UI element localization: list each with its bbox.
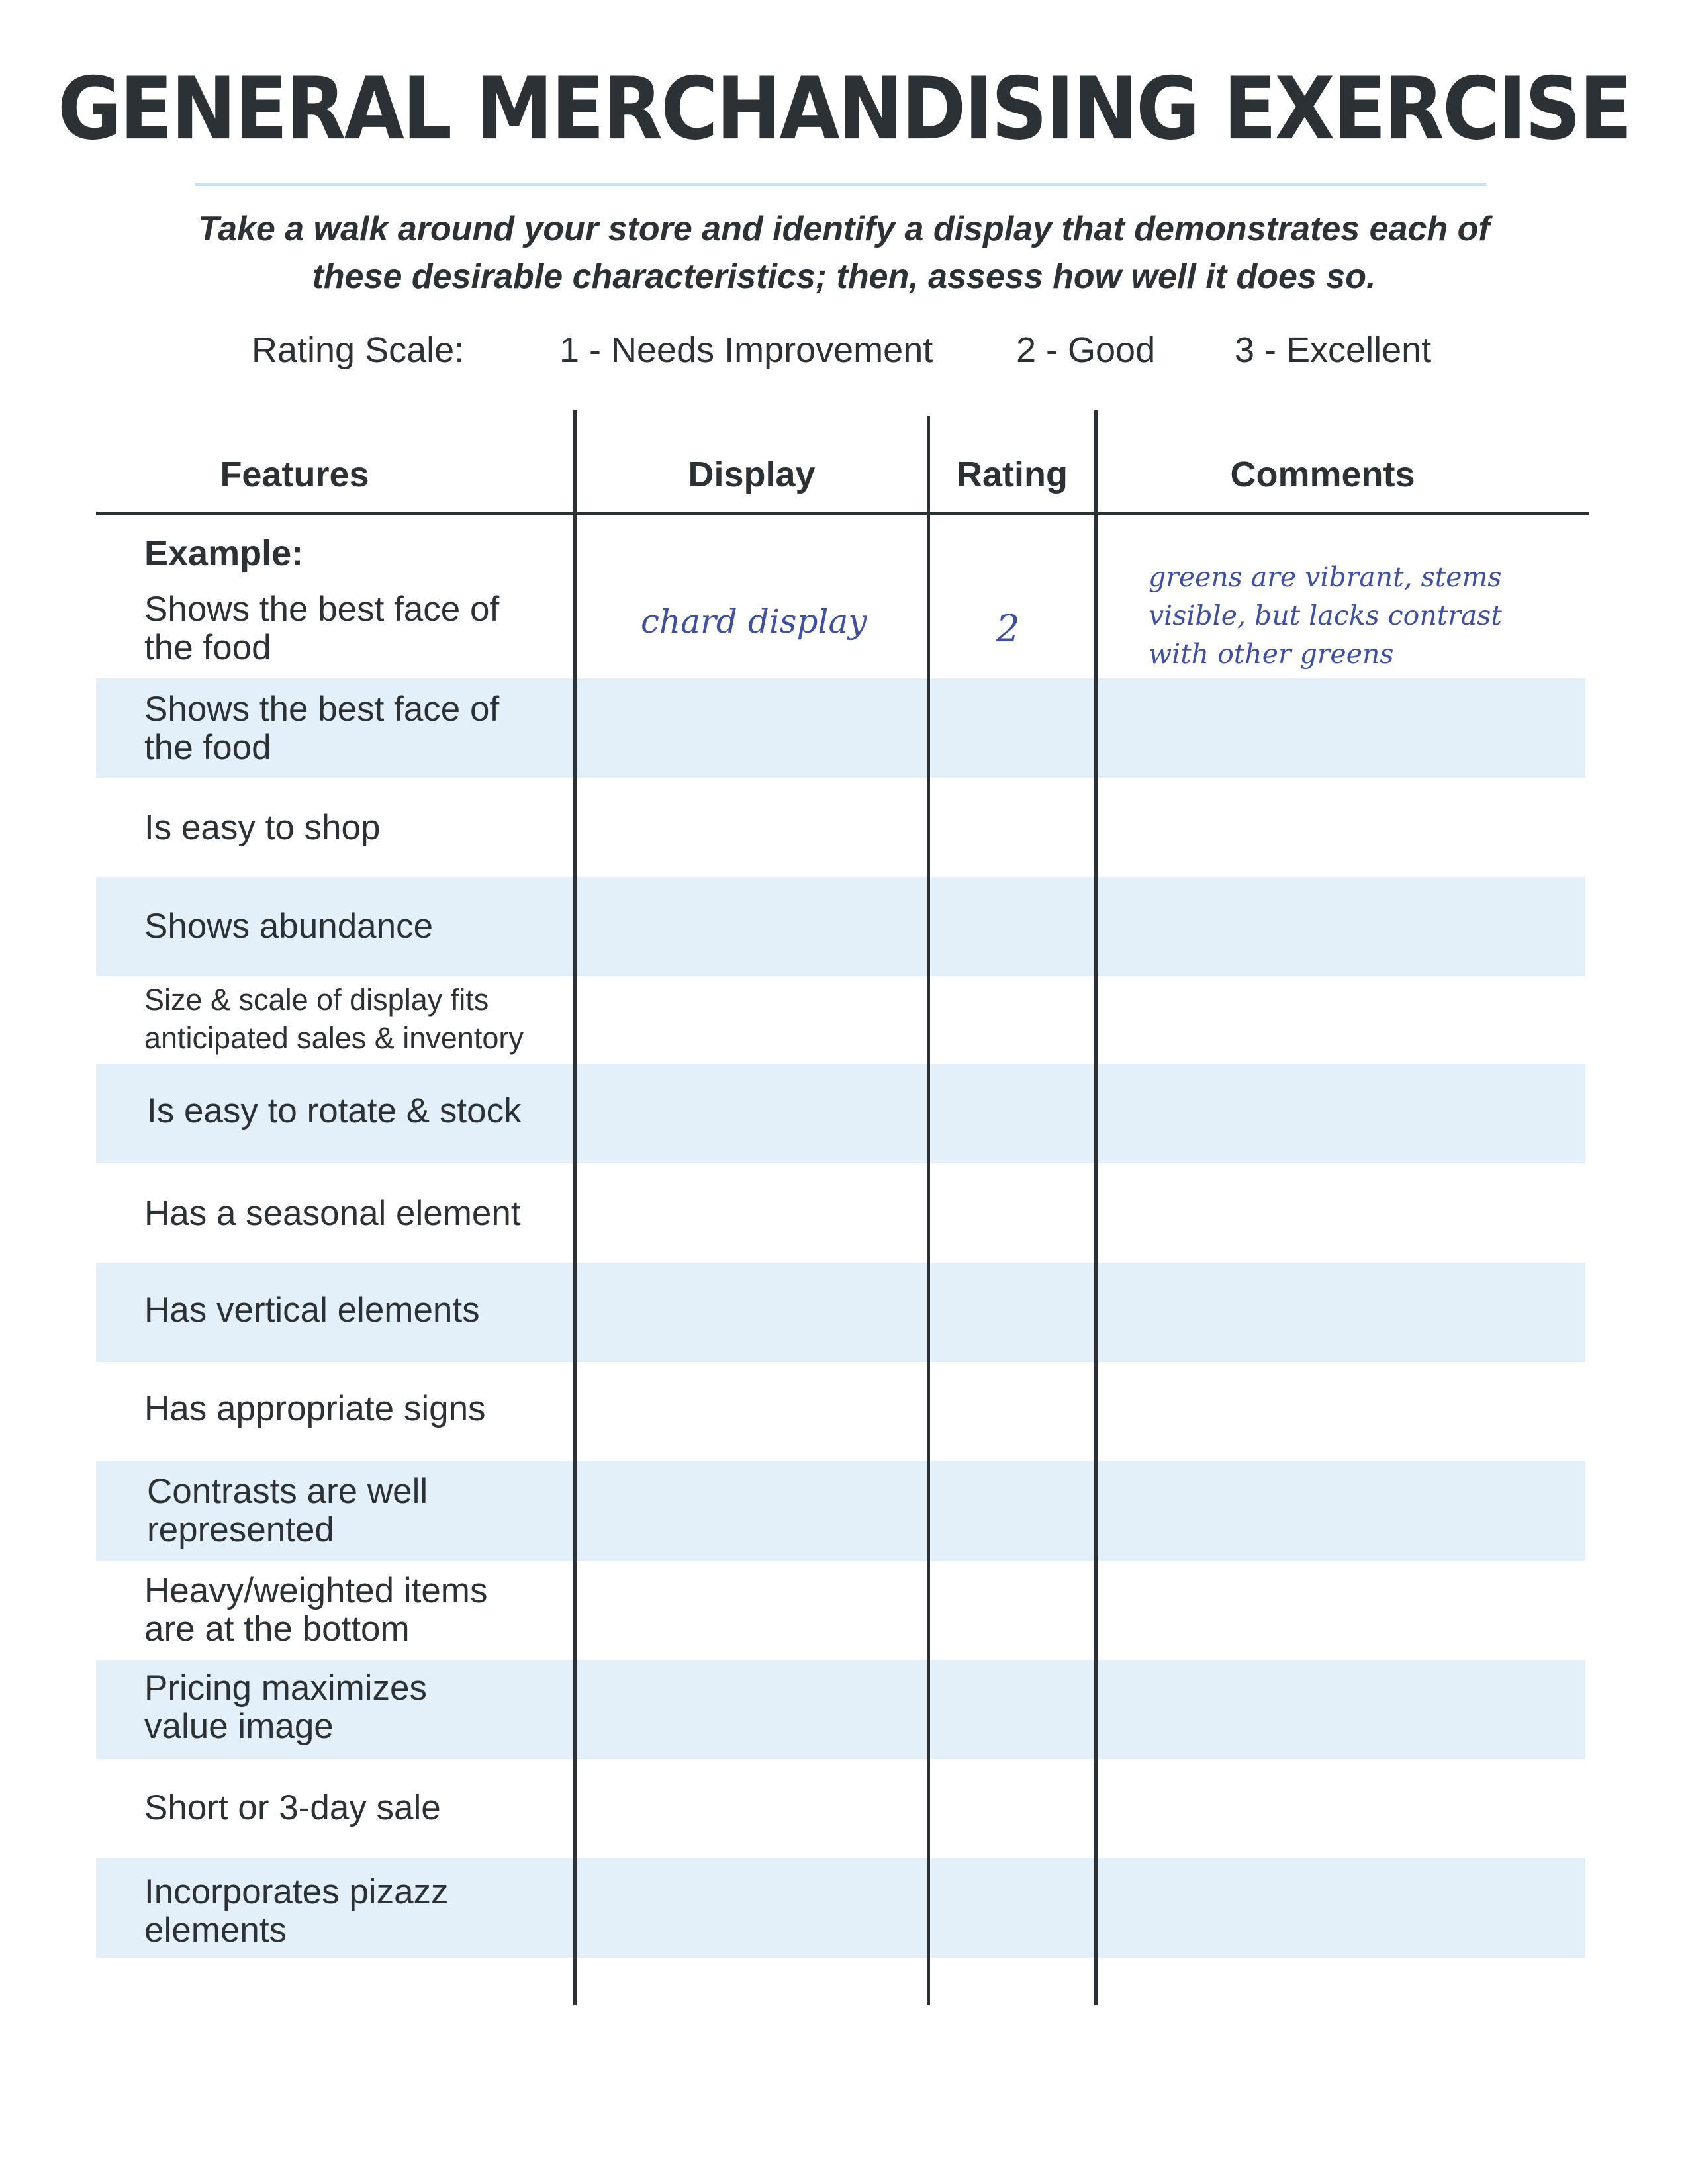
feature-line: Is easy to shop	[144, 808, 381, 847]
feature-line: Has vertical elements	[144, 1291, 480, 1330]
column-header-rating: Rating	[957, 455, 1068, 494]
feature-line: Size & scale of display fits	[144, 983, 489, 1017]
feature-row	[144, 1195, 568, 1233]
feature-line: Shows the best face of	[144, 690, 500, 729]
feature-line: Short or 3-day sale	[144, 1788, 441, 1827]
header-divider	[96, 512, 1589, 515]
column-divider-3	[1094, 410, 1098, 2005]
feature-row	[144, 1390, 568, 1428]
feature-line: Has appropriate signs	[144, 1389, 486, 1428]
feature-line: anticipated sales & inventory	[144, 1021, 524, 1055]
rating-option-1: 1 - Needs Improvement	[559, 330, 933, 370]
feature-line: represented	[147, 1510, 334, 1549]
feature-line: Shows abundance	[144, 907, 434, 946]
feature-row	[144, 1873, 568, 1950]
example-display-handwritten: chard display	[641, 602, 867, 641]
feature-row	[144, 690, 568, 767]
column-divider-2	[927, 416, 930, 2005]
feature-row	[144, 907, 568, 946]
example-label: Example:	[144, 533, 304, 573]
column-header-display: Display	[688, 455, 816, 494]
feature-row	[144, 1669, 568, 1746]
feature-line: Heavy/weighted items	[144, 1571, 488, 1610]
example-feature	[144, 590, 568, 667]
example-feature-line: the food	[144, 628, 271, 667]
rating-scale-label: Rating Scale:	[252, 330, 465, 370]
column-header-comments: Comments	[1230, 455, 1415, 494]
instructions-line-1: Take a walk around your store and identify a display that demonstrates each of	[198, 210, 1490, 248]
page-title: GENERAL MERCHANDISING EXERCISE	[57, 58, 1631, 159]
feature-row	[144, 981, 568, 1058]
feature-line: Pricing maximizes	[144, 1668, 428, 1707]
example-comments-handwritten	[1149, 558, 1502, 673]
example-feature-line: Shows the best face of	[144, 590, 500, 629]
feature-line: are at the bottom	[144, 1610, 410, 1649]
feature-row	[147, 1473, 571, 1549]
rating-option-3: 3 - Excellent	[1235, 330, 1432, 370]
example-rating-handwritten: 2	[996, 608, 1020, 651]
feature-row	[144, 1291, 568, 1330]
feature-row	[147, 1092, 571, 1130]
feature-line: Incorporates pizazz	[144, 1872, 449, 1911]
feature-line: Is easy to rotate & stock	[147, 1091, 522, 1130]
instructions-line-2: these desirable characteristics; then, assess how well it does so.	[312, 257, 1376, 296]
instructions	[0, 205, 1688, 300]
title-divider	[195, 183, 1486, 186]
feature-line: Has a seasonal element	[144, 1194, 521, 1233]
feature-row	[144, 1572, 568, 1649]
feature-line: elements	[144, 1911, 287, 1950]
feature-line: the food	[144, 728, 271, 767]
feature-row	[144, 1789, 568, 1827]
example-comment-line: with other greens	[1149, 638, 1394, 670]
rating-option-2: 2 - Good	[1016, 330, 1156, 370]
feature-line: value image	[144, 1707, 334, 1746]
column-header-features: Features	[220, 455, 369, 494]
feature-line: Contrasts are well	[147, 1472, 428, 1511]
example-comment-line: visible, but lacks contrast	[1149, 600, 1502, 631]
column-divider-1	[573, 410, 577, 2005]
feature-row	[144, 809, 568, 847]
example-comment-line: greens are vibrant, stems	[1149, 561, 1502, 593]
